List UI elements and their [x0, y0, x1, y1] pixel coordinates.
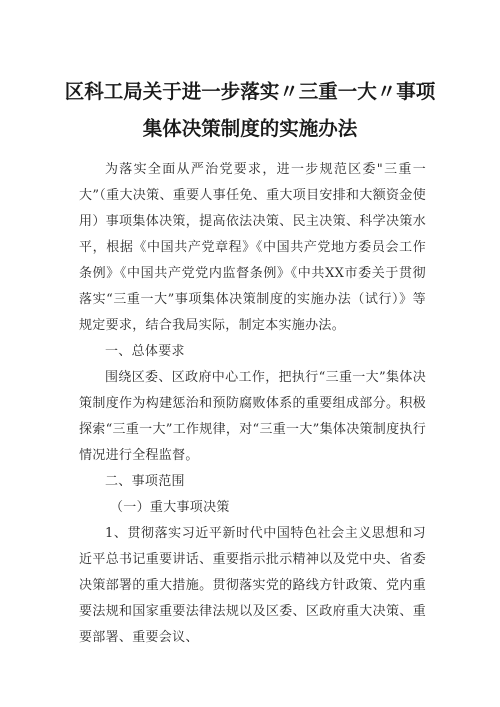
- intro-paragraph: 为落实全面从严治党要求，进一步规范区委"三重一大”（重大决策、重要人事任免、重大项目安排和大额资金使用）事项集体决策，提高依法决策、民主决策、科学决策水平，根据《中国共产党章程》《中国共产党地方委员会工作条例》《中国共产党党内监督条例》《中共XX市委关于贯彻落实“三重一大”事项集体决策制度的实施办法（试行）》等规定要求，结合我局实际，制定本实施办法。: [79, 162, 426, 333]
- section-heading-scope: 二、事项范围: [105, 474, 185, 489]
- section-heading-general-requirements: 一、总体要求: [105, 344, 185, 359]
- subsection-heading-major-decisions: （一）重大事项决策: [110, 500, 230, 515]
- general-requirements-paragraph: 围绕区委、区政府中心工作，把执行“三重一大”集体决策制度作为构建惩治和预防腐败体系的重要组成部分。积极探索“三重一大”工作规律，对“三重一大”集体决策制度执行情况进行全程监督。: [79, 370, 426, 463]
- document-title-line-2: 集体决策制度的实施办法: [142, 117, 358, 140]
- document-title-line-1: 区科工局关于进一步落实〃三重一大〃事项: [64, 80, 436, 103]
- major-decisions-paragraph: 1、贯彻落实习近平新时代中国特色社会主义思想和习近平总书记重要讲话、重要指示批示精神以及党中央、省委决策部署的重大措施。贯彻落实党的路线方针政策、党内重要法规和国家重要法律法规以及区委、区政府重大决策、重要部署、重要会议、: [79, 526, 426, 645]
